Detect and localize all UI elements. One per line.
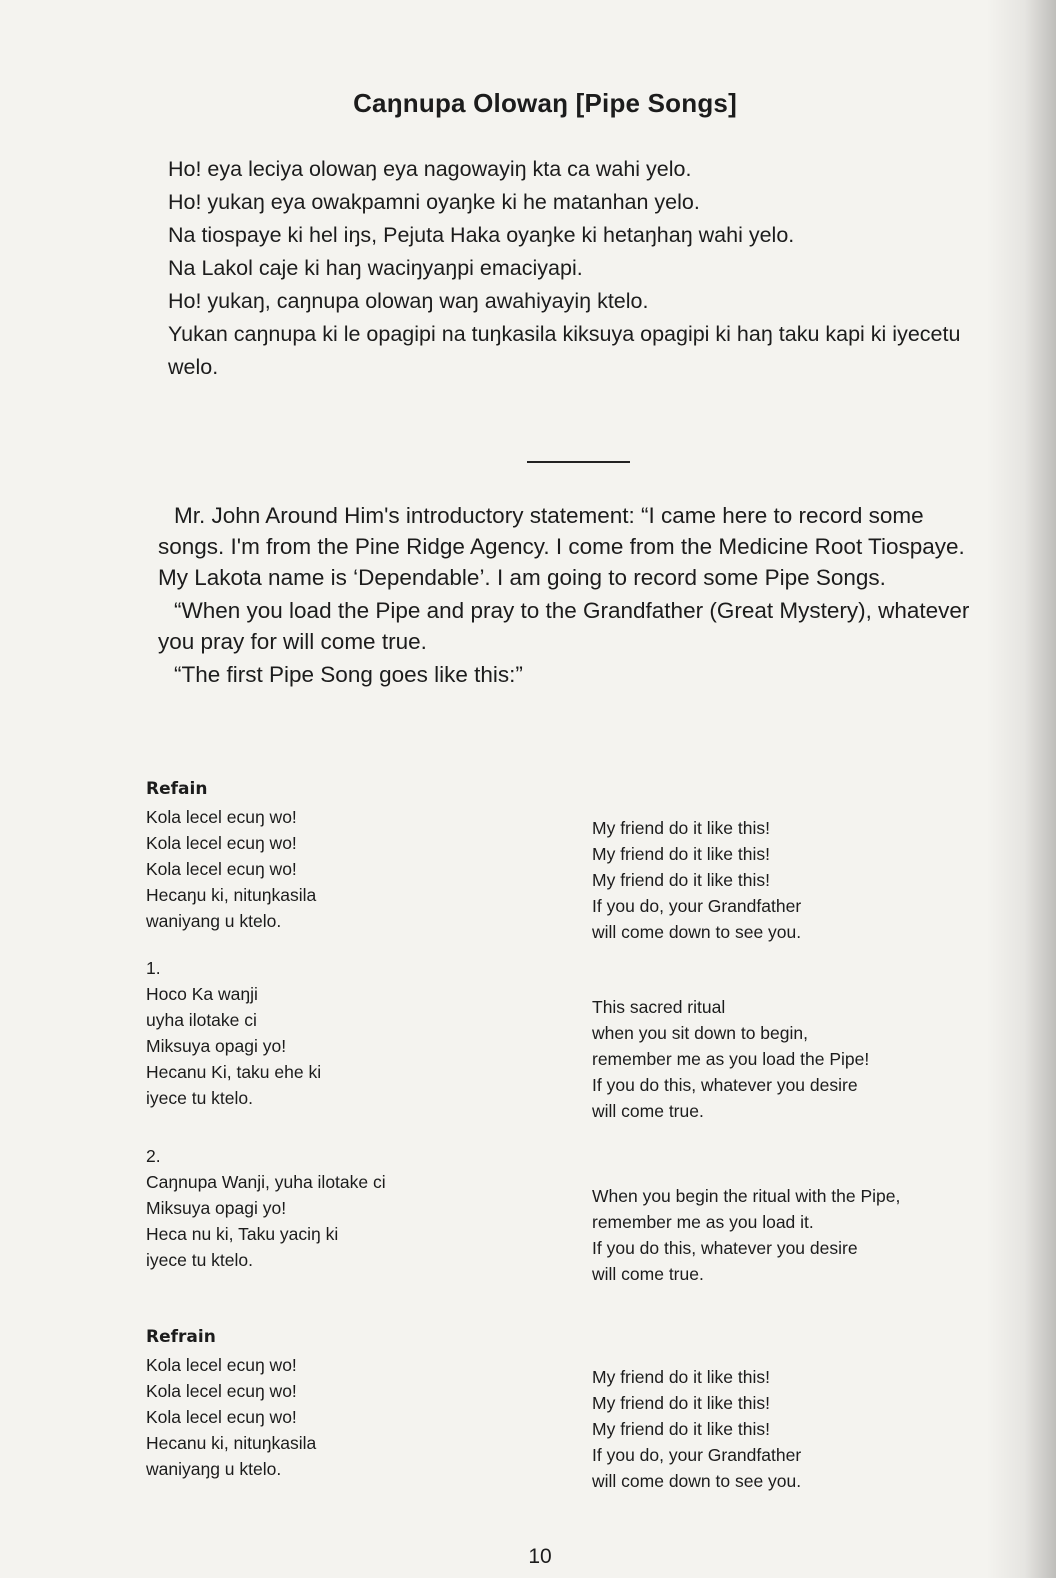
- lakota-verse-line: waniyang u ktelo.: [146, 911, 282, 931]
- english-verse-line: My friend do it like this!: [592, 818, 770, 838]
- stanza-english-refrain-2: [592, 1364, 801, 1494]
- lakota-verse-line: Hoco Ka waŋji: [146, 984, 258, 1004]
- lakota-verse-line: Kola lecel ecuŋ wo!: [146, 1407, 297, 1427]
- lakota-line: Na tiospaye ki hel iŋs, Pejuta Haka oyaŋke ki hetaŋhaŋ wahi yelo.: [168, 223, 795, 247]
- lakota-verse-line: Hecaŋu ki, nituŋkasila: [146, 885, 317, 905]
- english-verse-line: My friend do it like this!: [592, 870, 770, 890]
- section-divider: [527, 461, 630, 463]
- stanza-label: Refain: [146, 779, 208, 799]
- lakota-verse-line: Kola lecel ecuŋ wo!: [146, 1381, 297, 1401]
- lakota-verse-line: iyece tu ktelo.: [146, 1250, 253, 1270]
- english-verse-line: My friend do it like this!: [592, 1419, 770, 1439]
- page-number: 10: [528, 1545, 552, 1568]
- english-verse-line: will come true.: [592, 1101, 704, 1121]
- lakota-verse-line: uyha ilotake ci: [146, 1010, 257, 1030]
- lakota-verse-line: Hecanu ki, nituŋkasila: [146, 1433, 317, 1453]
- intro-paragraph: “The first Pipe Song goes like this:”: [174, 662, 523, 687]
- lakota-verse-line: Heca nu ki, Taku yaciŋ ki: [146, 1224, 339, 1244]
- stanza-english-refrain: [592, 815, 801, 945]
- stanza-english-verse-1: [592, 994, 869, 1124]
- english-verse-line: If you do, your Grandfather: [592, 896, 802, 916]
- lakota-line: Ho! eya leciya olowaŋ eya nagowayiŋ kta ca wahi yelo.: [168, 157, 692, 181]
- lakota-verse-line: Miksuya opagi yo!: [146, 1198, 287, 1218]
- lakota-verse-line: Hecanu Ki, taku ehe ki: [146, 1062, 322, 1082]
- english-verse-line: When you begin the ritual with the Pipe,: [592, 1186, 901, 1206]
- lakota-verse-line: iyece tu ktelo.: [146, 1088, 253, 1108]
- english-verse-line: If you do, your Grandfather: [592, 1445, 802, 1465]
- english-verse-line: remember me as you load it.: [592, 1212, 814, 1232]
- intro-paragraph: Mr. John Around Him's introductory statement: “I came here to record some songs. I'm from the Pine Ridge Agency. I come from the Medicine Root Tiospaye. My Lakota name is ‘Dependable’. I am going to record some Pipe Songs.: [158, 503, 965, 590]
- stanza-lakota-verse-2: [146, 1143, 386, 1273]
- stanza-english-verse-2: [592, 1183, 900, 1287]
- english-verse-line: remember me as you load the Pipe!: [592, 1049, 870, 1069]
- english-verse-line: My friend do it like this!: [592, 1367, 770, 1387]
- stanza-lakota-refrain-2: [146, 1324, 316, 1482]
- stanza-lakota-verse-1: [146, 955, 321, 1111]
- lakota-verse-line: Kola lecel ecuŋ wo!: [146, 1355, 297, 1375]
- lakota-line: Ho! yukaŋ, caŋnupa olowaŋ waŋ awahiyayiŋ ktelo.: [168, 289, 649, 313]
- lakota-verse-line: waniyaŋg u ktelo.: [146, 1459, 282, 1479]
- lakota-line: Ho! yukaŋ eya owakpamni oyaŋke ki he matanhan yelo.: [168, 190, 700, 214]
- page-title: Caŋnupa Olowaŋ [Pipe Songs]: [353, 88, 737, 118]
- lakota-verse-line: Caŋnupa Wanji, yuha ilotake ci: [146, 1172, 386, 1192]
- english-verse-line: This sacred ritual: [592, 997, 726, 1017]
- stanza-lakota-refrain: [146, 776, 316, 934]
- english-verse-line: will come true.: [592, 1264, 704, 1284]
- english-verse-line: If you do this, whatever you desire: [592, 1238, 858, 1258]
- lakota-verse-line: Kola lecel ecuŋ wo!: [146, 833, 297, 853]
- english-verse-line: My friend do it like this!: [592, 844, 770, 864]
- verse-number: 2.: [146, 1146, 161, 1166]
- lakota-line: Na Lakol caje ki haŋ waciŋyaŋpi emaciyapi.: [168, 256, 583, 280]
- intro-statement: [158, 500, 993, 692]
- lakota-paragraph: [168, 153, 1008, 384]
- verse-number: 1.: [146, 958, 161, 978]
- intro-paragraph: “When you load the Pipe and pray to the Grandfather (Great Mystery), whatever you pray for will come true.: [158, 598, 970, 654]
- lakota-verse-line: Miksuya opagi yo!: [146, 1036, 287, 1056]
- lakota-verse-line: Kola lecel ecuŋ wo!: [146, 859, 297, 879]
- english-verse-line: will come down to see you.: [592, 1471, 802, 1491]
- stanza-label: Refrain: [146, 1327, 216, 1347]
- english-verse-line: will come down to see you.: [592, 922, 802, 942]
- english-verse-line: If you do this, whatever you desire: [592, 1075, 858, 1095]
- english-verse-line: My friend do it like this!: [592, 1393, 770, 1413]
- lakota-verse-line: Kola lecel ecuŋ wo!: [146, 807, 297, 827]
- english-verse-line: when you sit down to begin,: [592, 1023, 808, 1043]
- lakota-line: Yukan caŋnupa ki le opagipi na tuŋkasila kiksuya opagipi ki haŋ taku kapi ki iyecetu welo.: [168, 322, 961, 379]
